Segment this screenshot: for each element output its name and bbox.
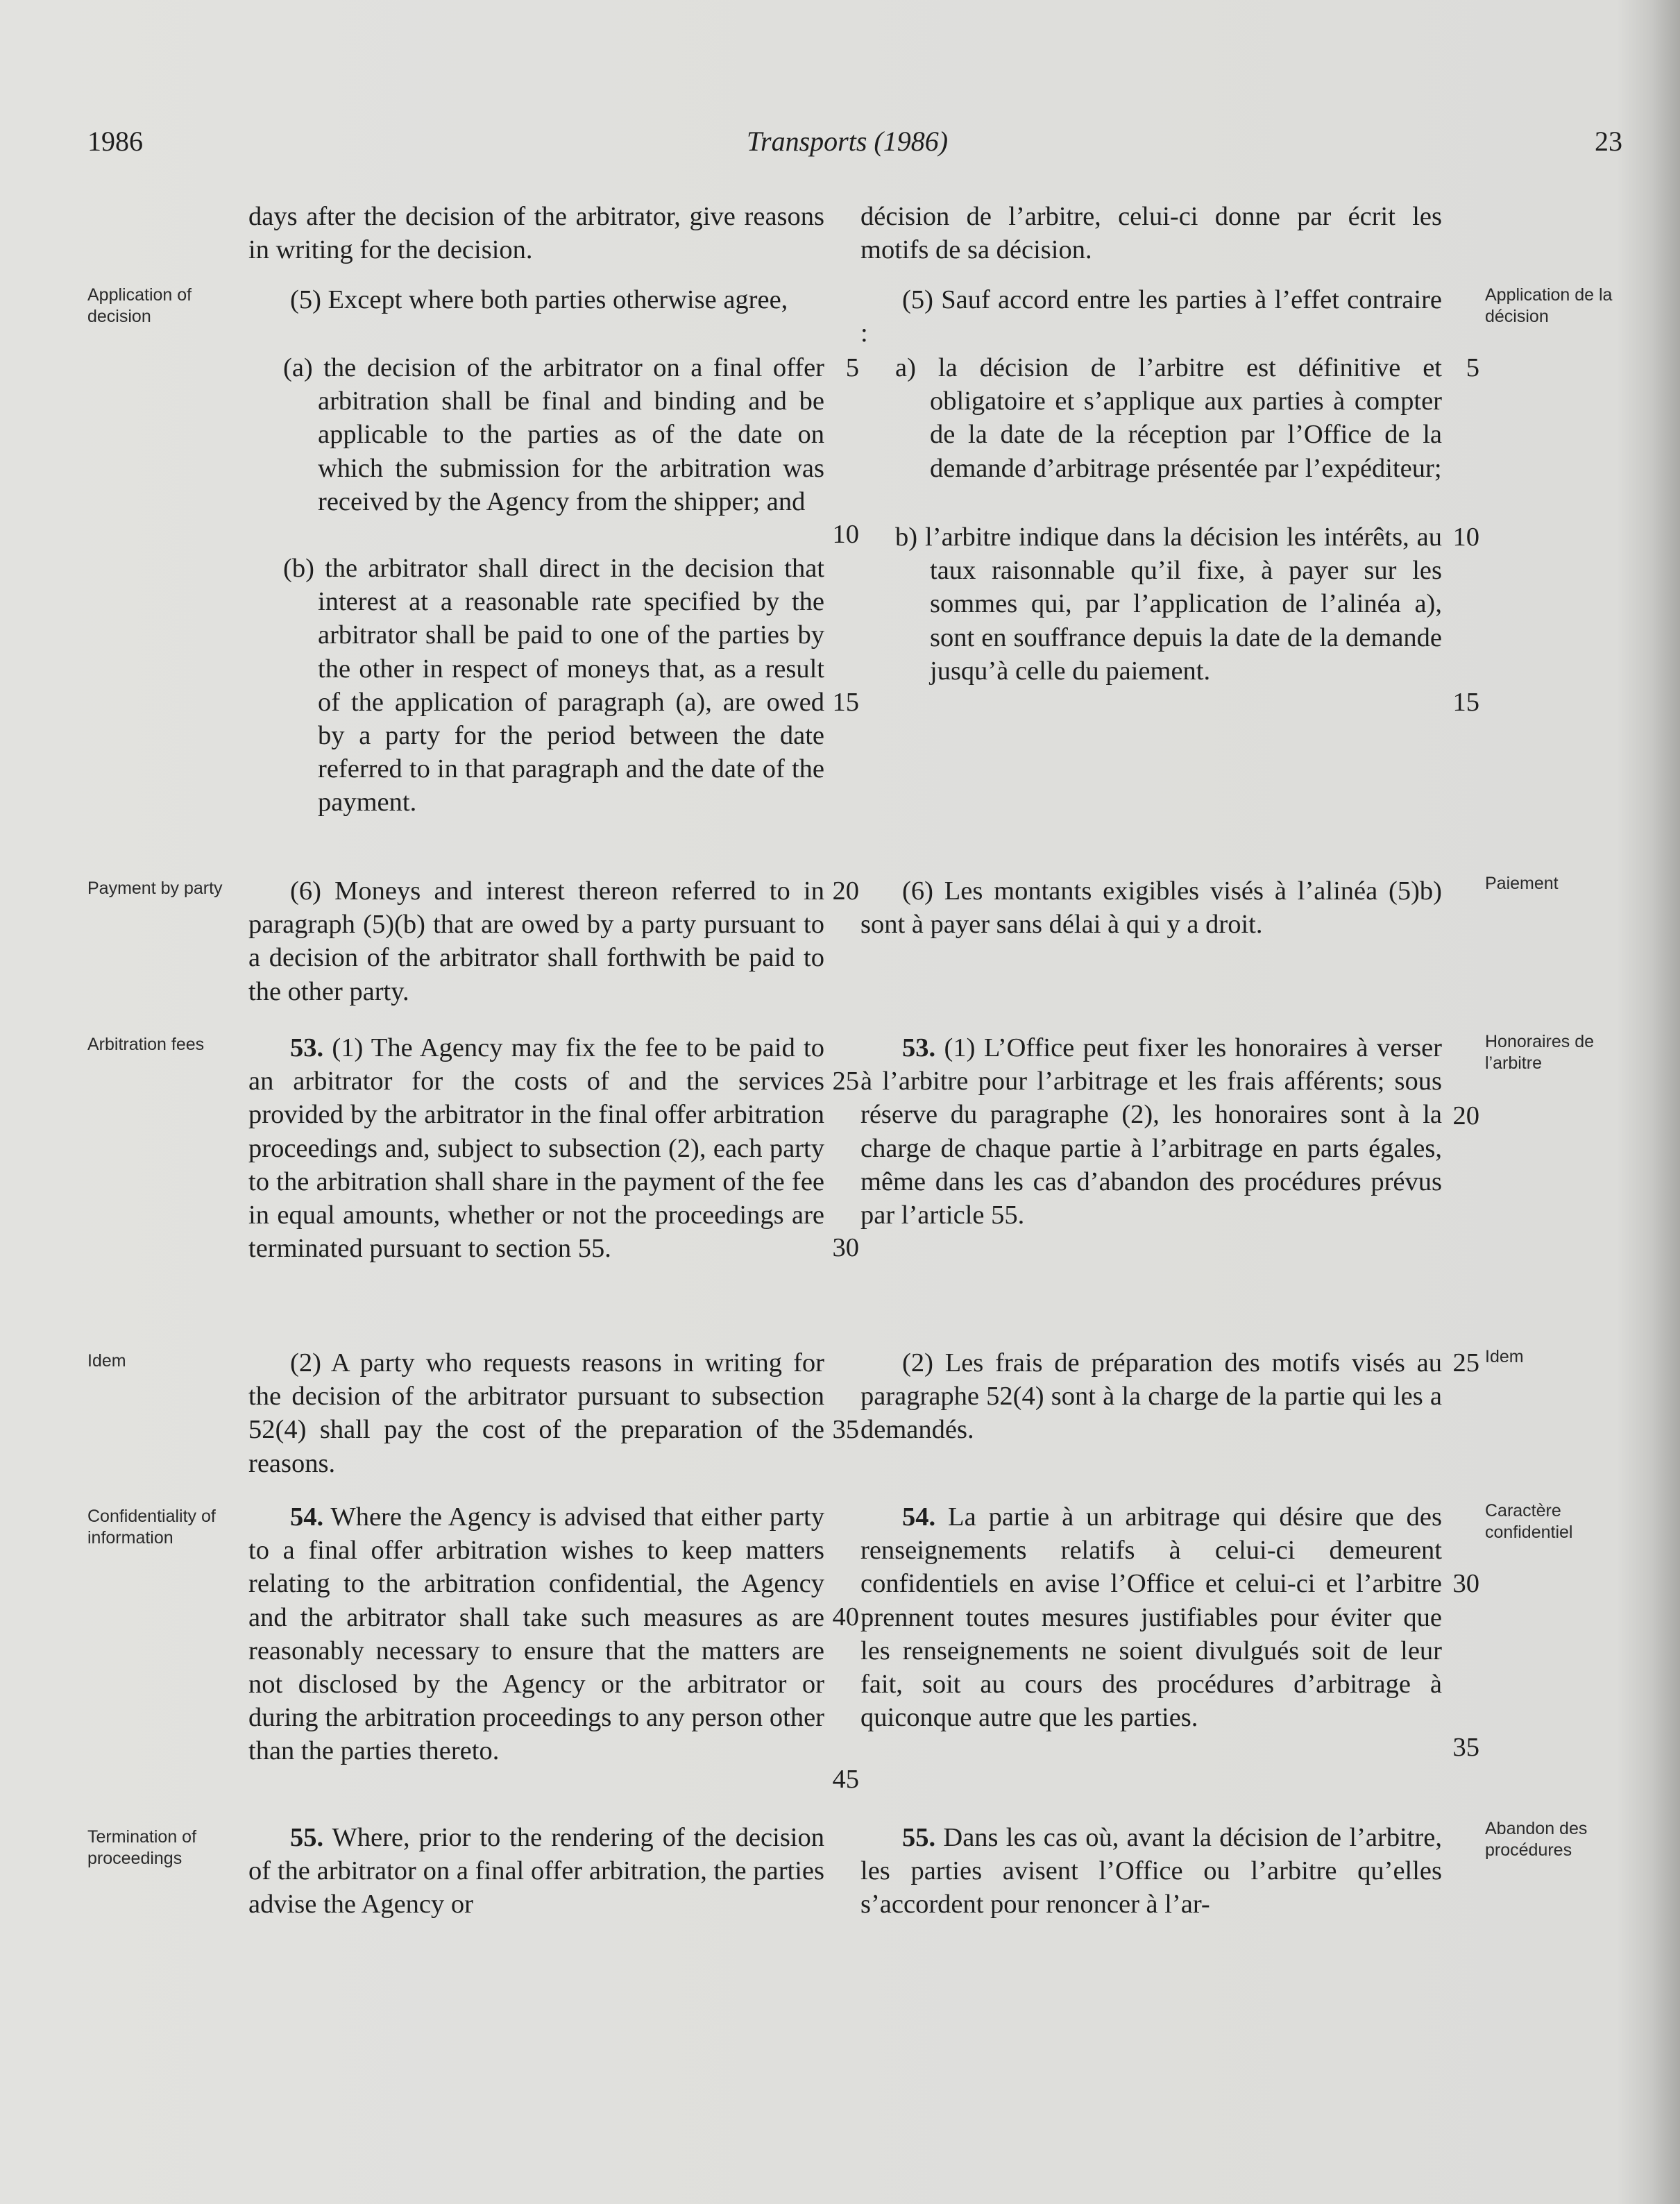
fr-section-53-1 bbox=[860, 1031, 1442, 1232]
fr-s55-text: Dans les cas où, avant la décision de l’arbitre, les parties avisent l’Office ou l’arbitre qu’elles s’accordent pour renoncer à l’ar- bbox=[860, 1823, 1443, 1919]
margin-note-idem-fr: Idem bbox=[1485, 1347, 1524, 1366]
margin-note-confidentiality: Confidentiality of information bbox=[87, 1507, 216, 1548]
fr-subsection-6: (6) Les montants exigibles visés à l’alinéa (5)b) sont à payer sans délai à qui y a droit. bbox=[860, 876, 1442, 940]
fr-s53-1-text: (1) L’Office peut fixer les honoraires à verser à l’arbitre pour l’arbitrage et les frais afférents; sous réserve du paragraphe (2), les honoraires sont à la charge de chaque partie à l’arbitrage en parts égales, même dans les cas d’abandon des procédures prévus par l’article 55. bbox=[860, 1033, 1443, 1230]
en-section-53-2: (2) A party who requests reasons in writing for the decision of the arbitrator pursuant to subsection 52(4) shall pay the cost of the preparation of the reasons. bbox=[248, 1348, 824, 1478]
en-line-number: 15 bbox=[832, 688, 859, 717]
fr-line-number: 15 bbox=[1452, 688, 1479, 717]
en-5b-text: the arbitrator shall direct in the decision that interest at a reasonable rate specified by the arbitrator shall be paid to one of the parties by the other in respect of moneys that, as a result of the application of paragraph (a), are owed by a party for the period between the date referred to in that paragraph and the date of the payment. bbox=[318, 554, 824, 817]
fr-line-number: 5 bbox=[1466, 353, 1479, 382]
en-5a-label: (a) bbox=[283, 353, 313, 382]
fr-5b-text: l’arbitre indique dans la décision les intérêts, au taux raisonnable qu’il fixe, à payer sur les sommes qui, par l’application de l’alinéa a), sont en souffrance depuis la date de la demande jusqu’à celle du paiement. bbox=[925, 523, 1442, 686]
en-carryover: days after the decision of the arbitrator, give reasons in writing for the decision. bbox=[248, 202, 824, 265]
fr-s55-number: 55. bbox=[902, 1823, 936, 1852]
margin-note-termination: Termination of proceedings bbox=[87, 1827, 197, 1868]
margin-note-paiement: Paiement bbox=[1485, 874, 1559, 893]
fr-line-number: 30 bbox=[1452, 1569, 1479, 1598]
en-s54-number: 54. bbox=[290, 1502, 324, 1532]
margin-note-arbitration-fees: Arbitration fees bbox=[87, 1035, 205, 1054]
page-number: 23 bbox=[1595, 126, 1622, 157]
margin-note-honoraires: Honoraires de l’arbitre bbox=[1485, 1032, 1595, 1073]
en-line-number: 25 bbox=[832, 1067, 859, 1096]
en-5b-label: (b) bbox=[283, 554, 314, 583]
margin-note-payment: Payment by party bbox=[87, 879, 223, 898]
fr-paragraph-5a bbox=[860, 351, 1442, 485]
en-5a-text: the decision of the arbitrator on a final offer arbitration shall be final and binding and be applicable to the parties as of the date on which the submission for the arbitration was received by the Agency from the shipper; and bbox=[318, 353, 824, 516]
margin-note-abandon: Abandon des procédures bbox=[1485, 1819, 1588, 1860]
en-line-number: 45 bbox=[832, 1765, 859, 1794]
margin-note-idem: Idem bbox=[87, 1351, 126, 1371]
fr-line-number: 20 bbox=[1452, 1101, 1479, 1130]
en-s53-1-text: (1) The Agency may fix the fee to be paid to an arbitrator for the costs of and the services provided by the arbitrator in the final offer arbitration proceedings and, subject to subsection (2), each party to the arbitration shall share in the payment of the fee in equal amounts, whether or not the proceedings are terminated pursuant to section 55. bbox=[248, 1033, 825, 1264]
header-year: 1986 bbox=[87, 126, 143, 157]
fr-carryover: décision de l’arbitre, celui-ci donne par écrit les motifs de sa décision. bbox=[860, 202, 1442, 265]
en-line-number: 35 bbox=[832, 1415, 859, 1444]
fr-subsection-5-intro: (5) Sauf accord entre les parties à l’effet contraire : bbox=[860, 285, 1442, 348]
fr-section-53-2: (2) Les frais de préparation des motifs visés au paragraphe 52(4) sont à la charge de la partie qui les a demandés. bbox=[860, 1348, 1442, 1445]
en-paragraph-5a bbox=[248, 351, 824, 518]
margin-note-confidentiel: Caractère confidentiel bbox=[1485, 1501, 1573, 1542]
en-subsection-5-intro: (5) Except where both parties otherwise agree, bbox=[290, 285, 788, 314]
fr-paragraph-5b bbox=[860, 520, 1442, 688]
fr-s54-number: 54. bbox=[902, 1502, 936, 1532]
margin-note-application: Application of decision bbox=[87, 285, 192, 326]
fr-5b-label: b) bbox=[895, 523, 918, 552]
en-paragraph-5b bbox=[248, 552, 824, 820]
en-section-53-1 bbox=[248, 1031, 824, 1265]
margin-note-application-fr: Application de la décision bbox=[1485, 285, 1613, 326]
fr-line-number: 25 bbox=[1452, 1348, 1479, 1378]
en-line-number: 40 bbox=[832, 1602, 859, 1631]
en-line-number: 20 bbox=[832, 876, 859, 906]
fr-s54-text: La partie à un arbitrage qui désire que des renseignements relatifs à celui-ci demeurent confidentiels en avise l’Office et celui-ci et l’arbitre prennent toutes mesures justifiables pour éviter que les renseignements ne soient divulgués soit de leur fait, soit au cours des procédures d’arbitrage à quiconque autre que les parties. bbox=[860, 1502, 1443, 1733]
en-subsection-6: (6) Moneys and interest thereon referred to in paragraph (5)(b) that are owed by a party pursuant to a decision of the arbitrator shall forthwith be paid to the other party. bbox=[248, 876, 824, 1006]
en-line-number: 30 bbox=[832, 1233, 859, 1262]
fr-5a-label: a) bbox=[895, 353, 916, 382]
en-section-54 bbox=[248, 1500, 824, 1768]
en-s54-text: Where the Agency is advised that either party to a final offer arbitration wishes to keep matters relating to the arbitration confidential, the Agency and the arbitrator shall take such measures as are reasonably necessary to ensure that the matters are not disclosed by the Agency or the arbitrator or during the arbitration proceedings to any person other than the parties thereto. bbox=[248, 1502, 824, 1766]
fr-line-number: 10 bbox=[1452, 523, 1479, 552]
fr-s53-number: 53. bbox=[902, 1033, 936, 1062]
en-s53-number: 53. bbox=[290, 1033, 324, 1062]
en-section-55 bbox=[248, 1821, 824, 1922]
en-s55-text: Where, prior to the rendering of the decision of the arbitrator on a final offer arbitration, the parties advise the Agency or bbox=[248, 1823, 825, 1919]
fr-section-55 bbox=[860, 1821, 1442, 1922]
header-title: Transports (1986) bbox=[747, 126, 949, 157]
fr-section-54 bbox=[860, 1500, 1442, 1734]
en-line-number: 10 bbox=[832, 520, 859, 549]
fr-5a-text: la décision de l’arbitre est définitive et obligatoire et s’applique aux parties à compter de la date de la réception par l’Office de la demande d’arbitrage présentée par l’expéditeur; bbox=[930, 353, 1443, 483]
fr-line-number: 35 bbox=[1452, 1733, 1479, 1762]
en-s55-number: 55. bbox=[290, 1823, 324, 1852]
en-line-number: 5 bbox=[845, 353, 859, 382]
